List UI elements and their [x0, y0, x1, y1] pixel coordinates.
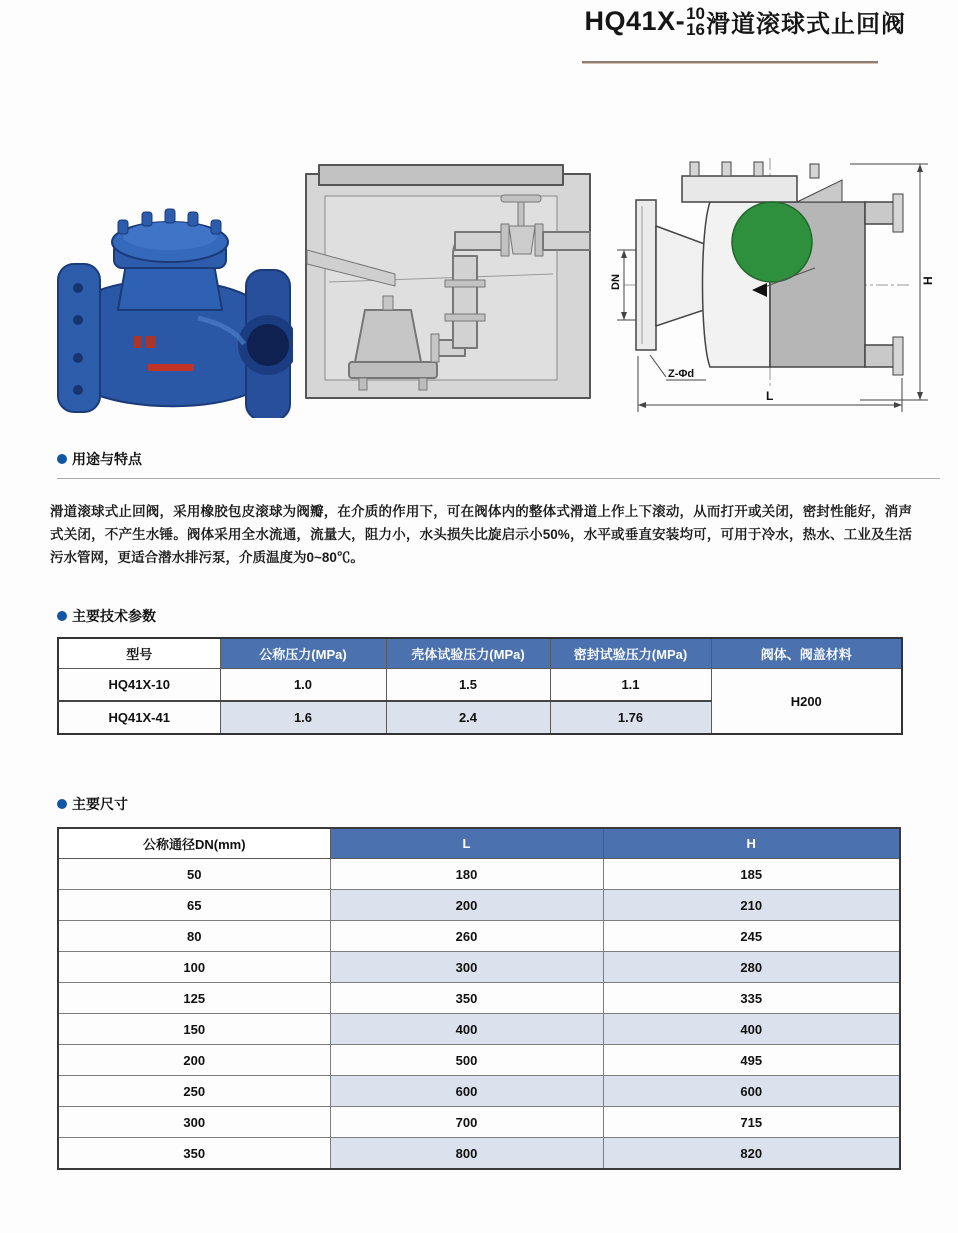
cell-dn: 50 [58, 859, 330, 890]
cell-h: 210 [603, 890, 900, 921]
title-product-name: 滑道滚球式止回阀 [706, 11, 906, 38]
cell-dn: 150 [58, 1014, 330, 1045]
cell-h: 820 [603, 1138, 900, 1170]
cell-material: H200 [711, 669, 902, 735]
parameters-heading-label: 主要技术参数 [72, 608, 156, 624]
cell-seal: 1.76 [550, 701, 711, 734]
col-model: 型号 [58, 638, 220, 669]
table-row [58, 669, 902, 702]
cell-h: 495 [603, 1045, 900, 1076]
title-pressure-top: 10 [686, 3, 705, 23]
cell-l: 700 [330, 1107, 603, 1138]
features-paragraph: 滑道滚球式止回阀，采用橡胶包皮滚球为阀瓣，在介质的作用下，可在阀体内的整体式滑道上作上下滚动，从而打开或关闭，密封性能好，消声式关闭，不产生水锤。阀体采用全水流通，流量大，阻力小，水头损失比旋启示小50%，水平或垂直安装均可，可用于冷水，热水、工业及生活污水管网，更适合潜水排污泵，介质温度为0~80℃。 [50, 503, 912, 565]
title-model-code: HQ41X- [584, 6, 686, 36]
bullet-icon [57, 454, 67, 464]
label-h: H [921, 276, 935, 285]
table-row [58, 1138, 900, 1170]
cell-dn: 350 [58, 1138, 330, 1170]
cell-nominal: 1.0 [220, 669, 386, 702]
cell-dn: 250 [58, 1076, 330, 1107]
col-dn: 公称通径DN(mm) [58, 828, 330, 859]
col-l: L [330, 828, 603, 859]
cell-h: 245 [603, 921, 900, 952]
label-l: L [766, 389, 774, 403]
cell-model: HQ41X-10 [58, 669, 220, 702]
cell-l: 260 [330, 921, 603, 952]
cell-h: 280 [603, 952, 900, 983]
cell-shell: 2.4 [386, 701, 550, 734]
cell-l: 500 [330, 1045, 603, 1076]
bullet-icon [57, 611, 67, 621]
table-row [58, 921, 900, 952]
check-valve-pipe [453, 256, 477, 348]
valve-photo [48, 168, 293, 418]
dimensions-table [57, 827, 901, 1170]
cell-nominal: 1.6 [220, 701, 386, 734]
brand-mark [148, 364, 194, 371]
valve-photo-shapes [58, 209, 293, 418]
dimensions-heading [57, 794, 128, 814]
bullet-icon [57, 799, 67, 809]
gate-valve [501, 224, 509, 256]
cell-model: HQ41X-41 [58, 701, 220, 734]
features-heading-label: 用途与特点 [72, 451, 142, 467]
dimensions-heading-label: 主要尺寸 [72, 796, 128, 812]
label-dn: DN [610, 274, 622, 290]
cell-dn: 65 [58, 890, 330, 921]
cell-l: 180 [330, 859, 603, 890]
table-row [58, 859, 900, 890]
cell-h: 185 [603, 859, 900, 890]
table-row [58, 1045, 900, 1076]
cell-shell: 1.5 [386, 669, 550, 702]
cell-dn: 125 [58, 983, 330, 1014]
col-material: 阀体、阀盖材料 [711, 638, 902, 669]
title-pressure-bottom: 16 [686, 19, 705, 39]
features-heading [57, 449, 142, 469]
cell-dn: 100 [58, 952, 330, 983]
installation-diagram [303, 162, 593, 402]
title-underline [582, 61, 878, 64]
cell-l: 350 [330, 983, 603, 1014]
parameters-table [57, 637, 903, 735]
parameters-heading [57, 606, 156, 626]
col-nominal-pressure: 公称压力(MPa) [220, 638, 386, 669]
cell-l: 200 [330, 890, 603, 921]
col-shell-test-pressure: 壳体试验压力(MPa) [386, 638, 550, 669]
cell-h: 335 [603, 983, 900, 1014]
cell-l: 300 [330, 952, 603, 983]
table-row [58, 952, 900, 983]
cell-seal: 1.1 [550, 669, 711, 702]
title-pressure-fraction [686, 3, 705, 39]
cell-h: 715 [603, 1107, 900, 1138]
bolt-callout [650, 355, 706, 380]
col-seal-test-pressure: 密封试验压力(MPa) [550, 638, 711, 669]
section-drawing-shapes [610, 158, 935, 412]
cell-l: 400 [330, 1014, 603, 1045]
cell-l: 600 [330, 1076, 603, 1107]
cell-dn: 80 [58, 921, 330, 952]
table-row [58, 1014, 900, 1045]
installation-diagram-shapes [306, 165, 590, 398]
features-divider [57, 478, 940, 479]
dimensions-header-row [58, 828, 900, 859]
cell-h: 400 [603, 1014, 900, 1045]
parameters-header-row [58, 638, 902, 669]
table-row [58, 1076, 900, 1107]
col-h: H [603, 828, 900, 859]
pump [355, 310, 421, 362]
table-row [58, 983, 900, 1014]
rolling-ball [732, 202, 812, 282]
table-row [58, 1107, 900, 1138]
page-title [585, 4, 906, 39]
table-row [58, 890, 900, 921]
cell-dn: 300 [58, 1107, 330, 1138]
cell-h: 600 [603, 1076, 900, 1107]
cell-dn: 200 [58, 1045, 330, 1076]
label-bolt-spec: Z-Φd [668, 368, 695, 380]
section-drawing [610, 150, 942, 422]
cell-l: 800 [330, 1138, 603, 1170]
